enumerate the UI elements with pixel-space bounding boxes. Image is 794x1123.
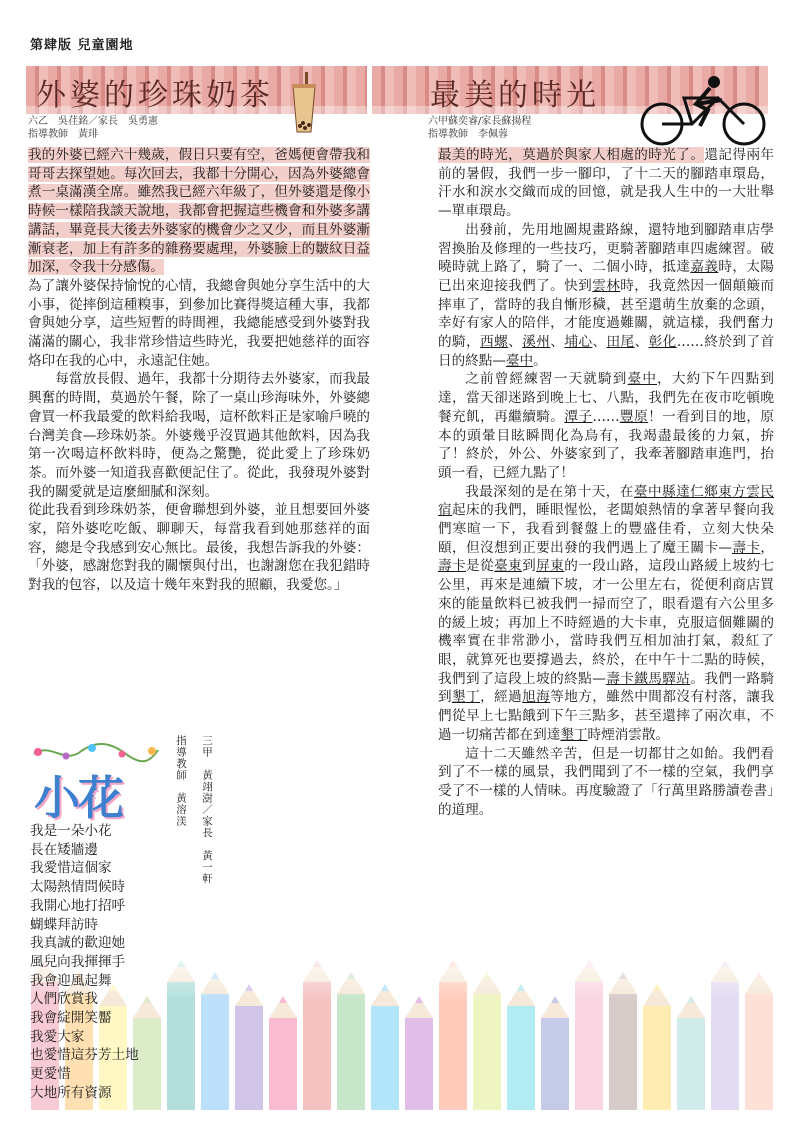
right-paragraph-1-rest: 還記得兩年前的暑假，我們一步一腳印，了十二天的腳踏車環島，汗水和淚水交織而成的回憶，就是我人生中的一大壯舉—單車環島。 [438, 147, 775, 220]
right-byline-2: 指導教師 李佩蓉 [428, 129, 508, 140]
place-name: 豐原 [619, 408, 649, 425]
page-header-label: 第肆版 兒童園地 [30, 38, 134, 53]
poem-line: 人們欣賞我 [30, 991, 98, 1008]
place-name: 田尾 [606, 334, 635, 351]
poem-line: 我是一朵小花 [30, 823, 112, 839]
place-name: 西螺 [480, 334, 509, 351]
place-name: 臺東 [494, 558, 523, 575]
left-paragraph-1-text: 我的外婆已經六十幾歲，假日只要有空，爸媽便會帶我和哥哥去探望她。每次回去，我都十分開心，因為外婆總會煮一桌滿漢全席。雖然我已經六年級了，但外婆還是像小時候一樣陪我談天說地，我都會把握這些機會和外婆多講講話，畢竟長大後去外婆家的機會少之又少，而且外婆漸漸衰老，加上有許多的雜務要處理，外婆臉上的皺紋日益加深，令我十分感傷。 [28, 147, 370, 276]
text-segment: 時煙消雲散。 [587, 726, 670, 743]
text-segment: 。 [533, 352, 547, 369]
right-article-title: 最美的時光 [430, 78, 600, 113]
text-segment: ，經過 [480, 689, 523, 706]
text-segment: 、 [550, 334, 565, 351]
text-segment: ！一看到目的地，原本的頭暈目眩瞬間化為烏有，我竭盡最後的力氣，拚了！終於，外公、外婆家到了，我牽著腳踏車進門，抬頭一看，已經九點了！ [438, 408, 775, 481]
text-segment: 、 [508, 334, 523, 351]
right-paragraph-5: 這十二天雖然辛苦，但是一切都甘之如飴。我們看到了不一樣的風景，我們聞到了不一樣的空氣，我們享受了不一樣的人情味。再度驗證了「行萬里路勝讀卷書」的道理。 [438, 745, 774, 818]
left-paragraph-1 [28, 146, 370, 277]
poem-line: 我愛惜這個家 [30, 860, 112, 877]
right-paragraph-1 [438, 146, 774, 221]
place-name: 墾丁 [452, 689, 481, 706]
left-article-body [28, 146, 370, 595]
right-paragraph-4 [438, 483, 774, 745]
right-byline-1: 六甲蘇奕睿/家長蘇揚程 [428, 116, 532, 127]
poem-line: 我開心地打招呼 [30, 897, 126, 914]
left-article-title: 外婆的珍珠奶茶 [36, 78, 274, 113]
poem-line: 長在矮牆邊 [30, 841, 98, 858]
place-name: 臺中 [505, 352, 534, 369]
right-paragraph-2 [438, 221, 774, 371]
place-name: 臺中縣達仁鄉東方雲民宿 [438, 483, 775, 519]
left-paragraph-3: 每當放長假、過年，我都十分期待去外婆家，而我最興奮的時間，莫過於午餐，除了一桌山珍海味外，外婆總會買一杯我最愛的飲料給我喝，這杯飲料正是家喻戶曉的台灣美食—珍珠奶茶。外婆幾乎沒買過其他飲料，因為我第一次喝這杯飲料時，便為之驚艷，從此愛上了珍珠奶茶。而外婆一知道我喜歡便記住了。從此，我發現外婆對我的關愛就是這麼細膩和深刻。 [28, 371, 370, 500]
place-name: 溪州 [522, 334, 551, 351]
text-segment: ， [760, 539, 775, 556]
poem-line: 我真誠的歡迎她 [30, 935, 126, 952]
left-paragraph-4: 從此我看到珍珠奶茶，便會聯想到外婆，並且想要回外婆家，陪外婆吃吃飯、聊聊天，每當我看到她那慈祥的面容，總是令我感到安心無比。最後，我想告訴我的外婆：「外婆，感謝您對我的關懷與付出，也謝謝您在我犯錯時對我的包容，以及這十幾年來對我的照顧，我愛您。」 [28, 502, 370, 594]
poem-line: 我會迎風起舞 [30, 972, 112, 989]
poem-line: 我愛大家 [30, 1028, 85, 1045]
text-segment: 等地方，雖然中間都沒有村落，讓我們從早上七點餓到下午三點多，甚至還摔了兩次車，不過一切痛苦都在到達 [438, 689, 775, 743]
right-article-body [438, 146, 774, 819]
poem-line: 也愛惜這芬芳土地 [30, 1047, 139, 1064]
place-name: 壽卡 [438, 558, 467, 575]
place-name: 臺中 [627, 371, 658, 388]
text-segment: 時，太陽已出來迎接我們了。快到 [438, 259, 775, 294]
place-name: 壽卡鐵馬驛站 [605, 670, 691, 687]
text-segment: 的一段山路，這段山路緩上坡約七公里，再來是連續下坡，才一公里左右，從便利商店買來的能量飲料已被我們一掃而空了，眼看還有六公里多的緩上坡；再加上不時經過的大卡車，克服這個難關的機率實在非常渺小，當時我們互相加油打氣，殺紅了眼，就算死也要撐過去，終於，在中午十二點的時候，我們到了這段上坡的終點— [438, 558, 775, 687]
poem-credit-teacher: 指導教師 黃溶渼 [175, 735, 187, 827]
right-paragraph-1-highlight: 最美的時光，莫過於與家人相處的時光了。 [438, 147, 705, 163]
flower-vine-icon [30, 742, 160, 764]
place-name: 墾丁 [560, 726, 588, 743]
place-name: 旭海 [522, 689, 551, 706]
poem-line: 太陽熱情問候時 [30, 879, 126, 896]
place-name: 彰化 [648, 334, 677, 351]
text-segment: …… [592, 408, 620, 425]
text-segment: 、 [592, 334, 607, 351]
bubble-tea-icon [290, 72, 318, 134]
poem-line: 大地所有資源 [30, 1084, 112, 1101]
poem-line: 我會綻開笑靨 [30, 1010, 112, 1027]
text-segment: 、 [634, 334, 649, 351]
poem-credit-author: 三甲 黃翊澍／家長 黃一軒 [201, 735, 213, 885]
text-segment: ，大約下午四點到達，當天卻迷路到晚上七、八點，我們先在夜市吃頓晚餐充飢，再繼續騎。 [438, 371, 775, 425]
left-paragraph-2: 為了讓外婆保持愉悅的心情，我總會與她分享生活中的大小事，從摔倒這種糗事，到參加比賽得獎這種大事，我都會與她分享，這些短暫的時間裡，我總能感受到外婆對我滿滿的關心，我非常珍惜這些時光，我要把她慈祥的面容烙印在我的心中，永遠記住她。 [28, 277, 370, 369]
left-byline-1: 六乙 吳荏銘／家長 吳勇憲 [28, 116, 158, 127]
text-segment: 。我們一路騎到 [438, 670, 775, 706]
poem-body [30, 822, 139, 1103]
poem-line: 更愛惜 [30, 1066, 71, 1083]
cyclist-icon [636, 74, 772, 148]
poem-line: 蝴蝶拜訪時 [30, 916, 98, 933]
text-segment: 之前曾經練習一天就騎到 [465, 371, 628, 388]
poem-title: 小花 [34, 771, 122, 825]
place-name: 屏東 [536, 558, 565, 575]
place-name: 潭子 [564, 408, 593, 425]
place-name: 嘉義 [690, 259, 719, 276]
left-byline-2: 指導教師 黃琲 [28, 129, 98, 140]
text-segment: 到 [522, 558, 537, 575]
place-name: 雲林 [592, 277, 621, 294]
text-segment: 時，我竟然因一個顛簸而摔車了，當時的我自慚形穢，甚至還萌生放棄的念頭，幸好有家人的陪伴，才能度過難關，就這樣，我們奮力的騎， [438, 277, 775, 351]
text-segment: 起床的我們，睡眼惺忪，老闆娘熱情的拿著早餐向我們寒暄一下，我看到餐盤上的豐盛佳肴，立刻大快朵頤，但沒想到正要出發的我們遇上了魔王關卡— [438, 502, 775, 556]
text-segment: 我最深刻的是在第十天，在 [465, 483, 634, 500]
text-segment: ……終於到了首日的終點— [438, 334, 775, 369]
place-name: 埔心 [564, 334, 593, 351]
poem-line: 風兒向我揮揮手 [30, 953, 126, 970]
right-paragraph-3 [438, 370, 774, 482]
text-segment: 是從 [466, 558, 495, 575]
place-name: 壽卡 [731, 539, 761, 556]
text-segment: 出發前，先用地圖規畫路線，還特地到腳踏車店學習換胎及修理的一些技巧，更騎著腳踏車四處練習。破曉時就上路了，騎了一、二個小時，抵達 [438, 221, 774, 276]
colored-pencils-image [28, 940, 782, 1110]
